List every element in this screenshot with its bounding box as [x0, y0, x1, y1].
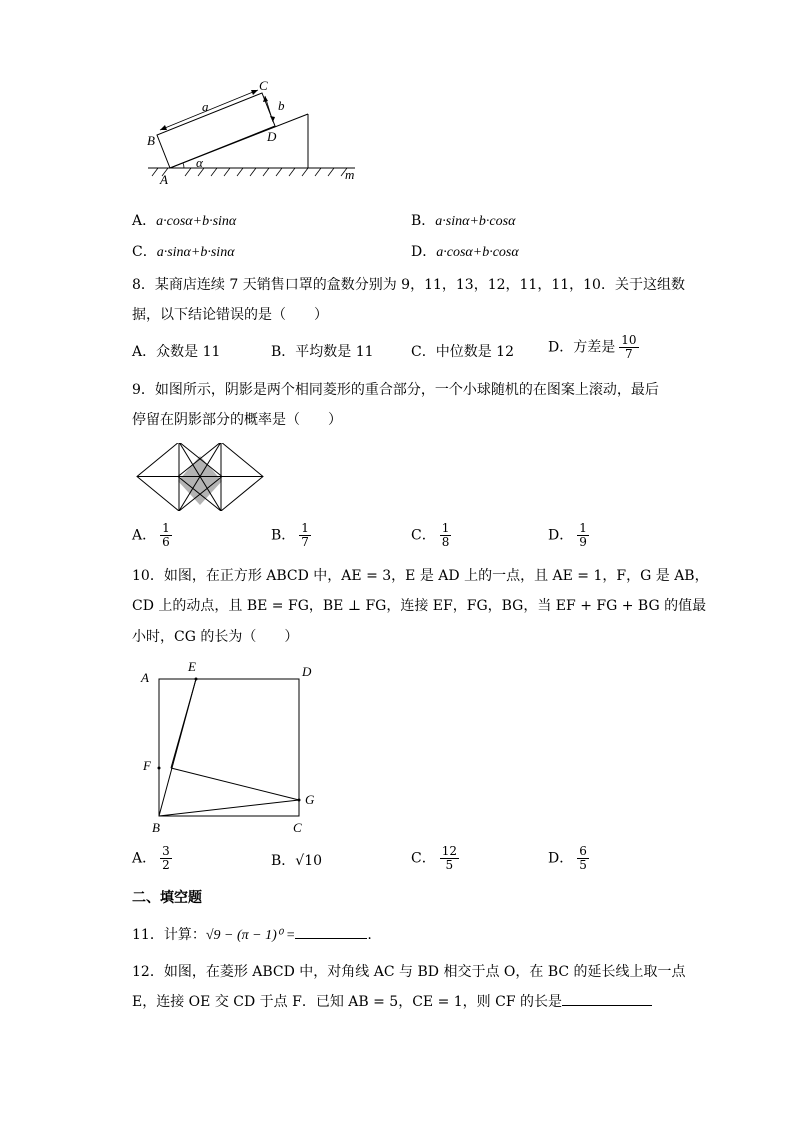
section-title-fill-in: 二、填空题 [132, 890, 202, 906]
q9-option-c: C． $\frac{1}{8}$ [411, 521, 450, 549]
q10-stem-line2: CD 上的动点，且 BE = FG，BE ⊥ FG，连接 EF，FG，BG，当 EF + FG + BG 的值最 [132, 598, 707, 614]
q12-stem-line2: E，连接 OE 交 CD 于点 F．已知 AB = 5，CE = 1，则 CF 的长是 [132, 992, 652, 1012]
q12-answer-blank[interactable] [562, 1005, 652, 1006]
q11-stem: 11．计算：√9 − (π − 1)⁰ = . [132, 927, 372, 943]
q7-option-b: B．a·sinα+b·cosα [411, 213, 516, 229]
q11-answer-blank[interactable] [295, 938, 367, 939]
q10-option-a: A． $\frac{3}{2}$ [132, 844, 170, 872]
q9-shaded-region [178, 456, 222, 505]
q8-stem-line2: 据，以下结论错误的是（ ） [132, 307, 328, 323]
q10-stem-line3: 小时，CG 的长为（ ） [132, 629, 299, 645]
q10-label-A: A [141, 670, 149, 685]
q10-label-F: F [143, 758, 151, 773]
q9-stem-line2: 停留在阴影部分的概率是（ ） [132, 412, 342, 428]
q10-option-b: B．√10 [271, 853, 323, 869]
q7-label-A: A [160, 172, 168, 187]
q7-label-a: a [202, 99, 209, 114]
q7-label-D: D [267, 129, 277, 144]
q9-option-b: B． $\frac{1}{7}$ [271, 521, 309, 549]
q8-option-c: C．中位数是 12 [411, 344, 514, 360]
q7-label-B: B [147, 133, 155, 148]
q12-stem-line1: 12．如图，在菱形 ABCD 中，对角线 AC 与 BD 相交于点 O，在 BC 的延长线上取一点 [132, 964, 686, 980]
q7-label-m: m [345, 167, 355, 182]
q10-label-C: C [293, 820, 302, 835]
q7-label-C: C [259, 78, 268, 93]
q10-option-d: D． $\frac{6}{5}$ [548, 844, 587, 872]
q8-option-d: D．方差是 $\frac{10}{7}$ [548, 333, 637, 361]
q10-label-E: E [188, 659, 196, 674]
q7-label-b: b [278, 98, 285, 113]
q10-label-B: B [152, 820, 160, 835]
q8-option-a: A．众数是 11 [132, 344, 221, 360]
q10-label-G: G [305, 792, 315, 807]
q7-option-a: A．a·cosα+b·sinα [132, 213, 237, 229]
q9-option-d: D． $\frac{1}{9}$ [548, 521, 587, 549]
q8-option-b: B．平均数是 11 [271, 344, 374, 360]
q8-stem-line1: 8．某商店连续 7 天销售口罩的盒数分别为 9，11，13，12，11，11，10．关于这组数 [132, 277, 685, 293]
q9-option-a: A． $\frac{1}{6}$ [132, 521, 170, 549]
q7-label-alpha: α [196, 155, 203, 170]
q7-figure [140, 78, 360, 188]
q9-figure [135, 443, 265, 511]
q10-stem-line1: 10．如图，在正方形 ABCD 中，AE = 3，E 是 AD 上的一点，且 AE = 1，F，G 是 AB， [132, 568, 709, 584]
q10-option-c: C． $\frac{12}{5}$ [411, 844, 457, 872]
q10-label-D: D [302, 664, 312, 679]
q7-option-d: D．a·cosα+b·cosα [411, 244, 519, 260]
q10-figure [138, 656, 328, 838]
q7-option-c: C．a·sinα+b·sinα [132, 244, 235, 260]
q9-stem-line1: 9．如图所示，阴影是两个相同菱形的重合部分，一个小球随机的在图案上滚动，最后 [132, 382, 659, 398]
